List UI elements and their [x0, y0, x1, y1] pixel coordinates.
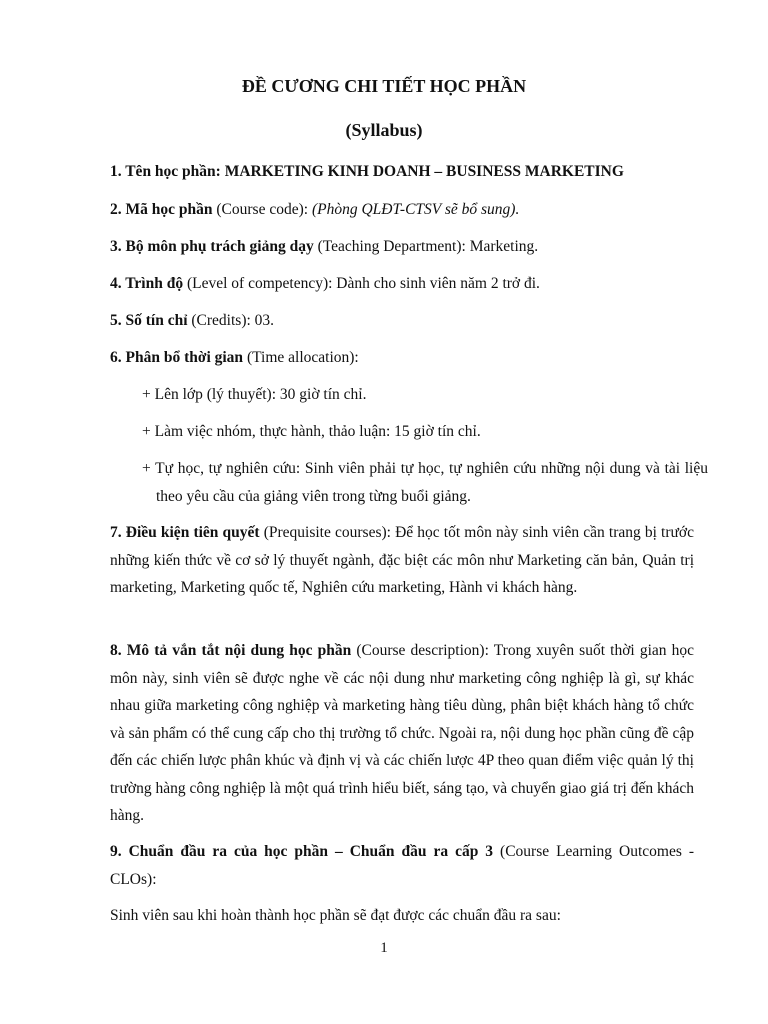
course-code-value: (Phòng QLĐT-CTSV sẽ bổ sung). [311, 201, 520, 218]
section-3 [110, 233, 694, 261]
section-9 [110, 838, 694, 893]
section-5-label: 5. Số tín chỉ [110, 312, 188, 329]
section-7 [110, 519, 694, 602]
allocation-item: + Lên lớp (lý thuyết): 30 giờ tín chỉ. [142, 386, 367, 403]
allocation-item: + Làm việc nhóm, thực hành, thảo luận: 15 giờ tín chỉ. [142, 423, 481, 440]
section-2 [110, 196, 694, 224]
section-6-text: (Time allocation): [243, 349, 359, 366]
section-7-label: 7. Điều kiện tiên quyết [110, 524, 260, 541]
course-name: MARKETING KINH DOANH – BUSINESS MARKETING [224, 163, 624, 180]
section-2-en: (Course code): [212, 201, 312, 218]
section-6-label: 6. Phân bổ thời gian [110, 349, 244, 366]
closing-sentence: Sinh viên sau khi hoàn thành học phần sẽ đạt được các chuẩn đầu ra sau: [110, 907, 561, 924]
section-4-text: (Level of competency): Dành cho sinh viên năm 2 trở đi. [183, 275, 540, 292]
allocation-item: + Tự học, tự nghiên cứu: Sinh viên phải tự học, tự nghiên cứu những nội dung và tài liệu theo yêu cầu của giảng viên trong từng buổi giảng. [142, 460, 708, 505]
section-4 [110, 270, 694, 298]
section-8 [110, 637, 694, 830]
section-3-text: (Teaching Department): Marketing. [313, 238, 539, 255]
section-8-text: (Course description): Trong xuyên suốt thời gian học môn này, sinh viên sẽ được nghe về các nội dung như marketing công nghiệp là gì, sự khác nhau giữa marketing công nghiệp và marketing hàng tiêu dùng, phân biệt khách hàng tổ chức và sản phẩm có thể cung cấp cho thị trường tổ chức. Ngoài ra, nội dung học phần cũng đề cập đến các chiến lược phân khúc và định vị và các chiến lược 4P theo quan điểm việc quản lý thị trường hàng công nghiệp là một quá trình hiểu biết, sáng tạo, và chuyển giao giá trị đến khách hàng. [110, 642, 695, 824]
section-8-label: 8. Mô tả vắn tắt nội dung học phần [110, 642, 352, 659]
section-5 [110, 307, 694, 335]
section-9-label: 9. Chuẩn đầu ra của học phần – Chuẩn đầu ra cấp 3 [110, 843, 494, 860]
document-subtitle: (Syllabus) [345, 120, 423, 140]
section-9-text: (Course Learning Outcomes - CLOs): [110, 843, 694, 888]
section-7-text: (Prequisite courses): Để học tốt môn này sinh viên cần trang bị trước những kiến thức về cơ sở lý thuyết ngành, đặc biệt các môn như Marketing căn bản, Quản trị marketing, Marketing quốc tế, Nghiên cứu marketing, Hành vi khách hàng. [110, 524, 694, 596]
page-number: 1 [380, 940, 388, 956]
section-5-text: (Credits): 03. [187, 312, 275, 329]
section-6 [110, 344, 694, 372]
section-4-label: 4. Trình độ [110, 275, 184, 292]
section-1 [110, 158, 694, 186]
document-title: ĐỀ CƯƠNG CHI TIẾT HỌC PHẦN [241, 76, 527, 96]
section-1-label: 1. Tên học phần: [110, 163, 225, 180]
section-2-label: 2. Mã học phần [110, 201, 213, 218]
section-3-label: 3. Bộ môn phụ trách giảng dạy [110, 238, 314, 255]
